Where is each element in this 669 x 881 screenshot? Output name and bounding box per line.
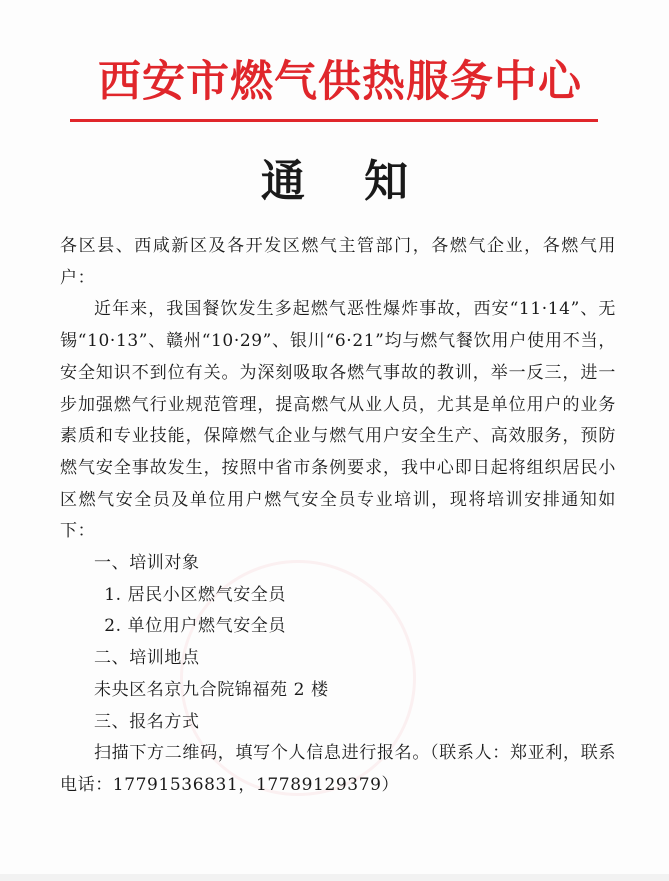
training-location-text: 未央区名京九合院锦福苑 2 楼 (94, 679, 329, 700)
intro-paragraph: 近年来，我国餐饮发生多起燃气恶性爆炸事故，西安“11·14”、无锡“10·13”、赣州“10·29”、银川“6·21”均与燃气餐饮用户使用不当，安全知识不到位有关。为深刻吸取各燃气事故的教训，举一反三，进一步加强燃气行业规范管理，提高燃气从业人员，尤其是单位用户的业务素质和专业技能，保障燃气企业与燃气用户安全生产、高效服务，预防燃气安全事故发生，按照中省市条例要求，我中心即日起将组织居民小区燃气安全员及单位用户燃气安全员专业培训，现将培训安排通知如下： (60, 299, 616, 542)
page-bottom-edge (0, 874, 669, 881)
list-item-resident-safety-officer: 1. 居民小区燃气安全员 (104, 584, 287, 605)
red-divider-line (70, 119, 598, 122)
salutation: 各区县、西咸新区及各开发区燃气主管部门，各燃气企业，各燃气用户： (60, 236, 616, 288)
notice-body (60, 231, 616, 802)
list-item-unit-safety-officer: 2. 单位用户燃气安全员 (104, 616, 287, 637)
section-heading-training-location: 二、培训地点 (94, 648, 200, 669)
organization-header: 西安市燃气供热服务中心 (98, 57, 582, 107)
section-heading-training-targets: 一、培训对象 (94, 553, 200, 574)
registration-text: 扫描下方二维码，填写个人信息进行报名。（联系人：郑亚利，联系电话：17791536831，17789129379） (60, 743, 616, 795)
document-title: 通 知 (260, 156, 431, 207)
section-heading-registration: 三、报名方式 (94, 711, 200, 732)
